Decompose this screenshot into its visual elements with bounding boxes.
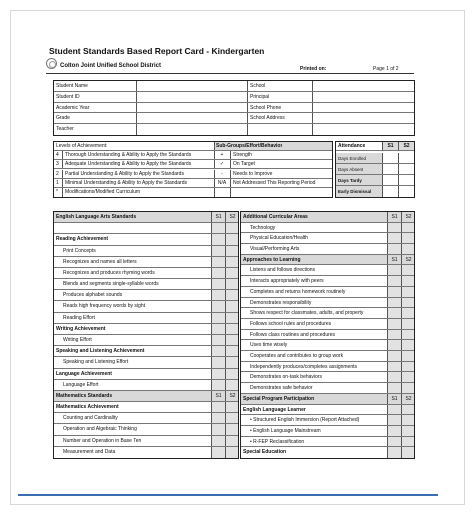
- table-row: [54, 279, 238, 290]
- levels-row: [54, 151, 332, 160]
- info-label-right: School: [250, 83, 266, 89]
- divider: [225, 413, 226, 423]
- info-row: [54, 113, 414, 124]
- subgroup-symbol: ✓: [219, 161, 225, 168]
- s1-column-header: S1: [215, 392, 222, 399]
- divider: [136, 103, 137, 113]
- s2-column-header: S2: [405, 214, 412, 220]
- divider: [62, 179, 63, 187]
- table-row: [241, 276, 414, 287]
- info-label-right: Principal: [250, 93, 270, 100]
- row-label: Physical Education/Health: [250, 235, 309, 242]
- divider: [401, 362, 402, 372]
- divider: [387, 426, 388, 436]
- divider: [214, 142, 215, 150]
- table-row: [54, 357, 238, 368]
- table-row: [241, 330, 414, 341]
- table-row: [54, 234, 238, 245]
- divider: [211, 413, 212, 423]
- levels-row: [54, 179, 332, 188]
- divider: [387, 372, 388, 382]
- level-description: Thorough Understanding & Ability to Apply the Standards: [65, 152, 192, 159]
- table-row: [241, 233, 414, 244]
- divider: [398, 153, 399, 163]
- divider: [382, 175, 383, 185]
- header-rule: [46, 73, 414, 74]
- divider: [398, 175, 399, 185]
- divider: [401, 351, 402, 361]
- divider: [136, 113, 137, 123]
- divider: [382, 186, 383, 197]
- divider: [225, 380, 226, 390]
- row-label: Additional Curricular Areas: [243, 214, 308, 220]
- divider: [225, 290, 226, 300]
- divider: [247, 113, 248, 123]
- table-row: [54, 335, 238, 346]
- attendance-s2-header: S2: [403, 143, 410, 149]
- divider: [401, 330, 402, 340]
- row-label: Demonstrates on-task behaviors: [250, 374, 322, 381]
- divider: [211, 279, 212, 289]
- row-label: Reads high frequency words by sight: [63, 303, 145, 310]
- divider: [387, 233, 388, 243]
- row-label: Demonstrates responsibility: [250, 299, 312, 306]
- attendance-header: Attendance: [338, 143, 366, 149]
- levels-header: Levels of Achievement:: [56, 143, 108, 149]
- district-seal-icon: [46, 58, 57, 69]
- divider: [387, 340, 388, 350]
- subgroup-symbol: -: [221, 170, 223, 177]
- row-label: Speaking and Listening Effort: [63, 359, 129, 366]
- divider: [230, 179, 231, 187]
- row-label: Counting and Cardinality: [63, 415, 118, 422]
- divider: [247, 103, 248, 113]
- table-row: [241, 340, 414, 351]
- divider: [225, 223, 226, 233]
- divider: [225, 335, 226, 345]
- info-row: [54, 81, 414, 92]
- table-row: [241, 255, 414, 266]
- table-row: [54, 380, 238, 391]
- subgroups-header: Sub-Groups/Effort/Behavior: [216, 143, 283, 149]
- divider: [136, 92, 137, 102]
- table-row: [54, 268, 238, 279]
- table-row: [54, 447, 238, 458]
- info-label-right: School Phone: [250, 104, 282, 111]
- row-label: Visual/Performing Arts: [250, 246, 300, 253]
- divider: [230, 188, 231, 197]
- divider: [401, 319, 402, 329]
- divider: [211, 324, 212, 334]
- divider: [225, 402, 226, 412]
- table-row: [241, 372, 414, 383]
- divider: [401, 308, 402, 318]
- row-label: [56, 223, 203, 233]
- attendance-row: [336, 186, 414, 197]
- divider: [401, 244, 402, 254]
- divider: [247, 124, 248, 135]
- divider: [230, 151, 231, 159]
- table-row: [241, 383, 414, 394]
- divider: [401, 372, 402, 382]
- report-title: Student Standards Based Report Card - Kindergarten: [49, 46, 265, 56]
- ela-math-standards-table: [53, 211, 239, 459]
- s2-column-header: S2: [229, 214, 236, 220]
- table-row: [54, 246, 238, 257]
- info-row: [54, 124, 414, 135]
- row-label: Mathematics Standards: [56, 392, 113, 399]
- table-row: [241, 244, 414, 255]
- table-row: [54, 369, 238, 380]
- table-row: [54, 413, 238, 424]
- table-header-row: [54, 212, 238, 223]
- row-label: Recognizes and names all letters: [63, 258, 137, 265]
- divider: [211, 223, 212, 233]
- level-description: Adequate Understanding & Ability to Apply the Standards: [65, 161, 192, 168]
- row-label: Speaking and Listening Achievement: [56, 348, 145, 355]
- table-row: [54, 301, 238, 312]
- table-row: [241, 437, 414, 448]
- table-row: [241, 351, 414, 362]
- divider: [211, 246, 212, 256]
- divider: [382, 164, 383, 174]
- subgroup-description: On Target: [233, 161, 255, 168]
- subgroup-symbol: +: [220, 152, 224, 159]
- levels-row: [54, 188, 332, 197]
- row-label: Completes and returns homework routinely: [250, 288, 346, 295]
- table-row: [241, 394, 414, 405]
- printed-on-label: Printed on:: [300, 66, 327, 72]
- row-label: Special Education: [243, 449, 287, 456]
- subgroup-description: Needs to Improve: [233, 170, 273, 177]
- row-label: Shows respect for classmates, adults, and property: [250, 310, 364, 317]
- divider: [401, 437, 402, 447]
- table-row: [54, 223, 238, 234]
- table-row: [241, 405, 414, 416]
- level-number: 2: [56, 170, 59, 177]
- divider: [211, 357, 212, 367]
- divider: [62, 160, 63, 168]
- divider: [230, 160, 231, 168]
- row-label: Measurement and Data: [63, 448, 116, 455]
- divider: [225, 246, 226, 256]
- levels-header-row: [54, 142, 332, 151]
- bottom-rule: [18, 494, 438, 496]
- attendance-row: [336, 175, 414, 186]
- info-row: [54, 103, 414, 114]
- divider: [401, 233, 402, 243]
- table-row: [241, 308, 414, 319]
- level-description: Minimal Understanding & Ability to Apply the Standards: [65, 179, 188, 186]
- divider: [211, 447, 212, 458]
- divider: [387, 276, 388, 286]
- divider: [387, 223, 388, 233]
- info-label-left: Student Name: [56, 83, 88, 89]
- divider: [387, 265, 388, 275]
- divider: [211, 380, 212, 390]
- info-label-right: [250, 124, 310, 135]
- row-label: Mathematics Achievement: [56, 404, 119, 411]
- table-row: [54, 402, 238, 413]
- divider: [312, 113, 313, 123]
- info-label-left: Teacher: [56, 126, 74, 133]
- row-label: Reading Effort: [63, 314, 95, 321]
- divider: [211, 268, 212, 278]
- divider: [312, 103, 313, 113]
- attendance-s1-header: S1: [387, 143, 394, 149]
- row-label: Cooperates and contributes to group work: [250, 353, 344, 360]
- divider: [62, 188, 63, 197]
- divider: [398, 164, 399, 174]
- divider: [225, 301, 226, 311]
- attendance-label: Days Tardy: [338, 178, 362, 183]
- row-label: Technology: [250, 224, 276, 231]
- attendance-label: Days Absent: [338, 167, 364, 172]
- levels-of-achievement-table: [53, 141, 333, 198]
- divider: [225, 436, 226, 446]
- divider: [225, 346, 226, 356]
- subgroup-description: Strength: [233, 152, 252, 159]
- divider: [387, 287, 388, 297]
- divider: [401, 383, 402, 393]
- divider: [225, 357, 226, 367]
- row-label: Print Concepts: [63, 247, 96, 254]
- divider: [247, 92, 248, 102]
- table-row: [241, 426, 414, 437]
- row-label: Interacts appropriately with peers: [250, 278, 324, 285]
- divider: [382, 153, 383, 163]
- attendance-row: [336, 153, 414, 164]
- divider: [211, 313, 212, 323]
- divider: [211, 424, 212, 434]
- level-number: 1: [56, 179, 59, 186]
- levels-row: [54, 170, 332, 179]
- table-row: [241, 362, 414, 373]
- divider: [387, 362, 388, 372]
- divider: [211, 346, 212, 356]
- s2-column-header: S2: [405, 395, 412, 402]
- divider: [387, 351, 388, 361]
- row-label: Language Achievement: [56, 370, 112, 377]
- divider: [211, 335, 212, 345]
- row-label: • English Language Mainstream: [250, 427, 321, 434]
- divider: [225, 268, 226, 278]
- info-label-left: Academic Year: [56, 104, 90, 111]
- district-name: Colton Joint Unified School District: [60, 63, 161, 69]
- table-row: [241, 265, 414, 276]
- s1-column-header: S1: [215, 214, 222, 220]
- divider: [401, 265, 402, 275]
- s2-column-header: S2: [405, 256, 412, 263]
- divider: [401, 405, 402, 415]
- divider: [387, 383, 388, 393]
- table-row: [54, 290, 238, 301]
- divider: [230, 170, 231, 178]
- level-description: Modifications/Modified Curriculum: [65, 188, 141, 195]
- divider: [401, 287, 402, 297]
- s1-column-header: S1: [391, 395, 398, 402]
- divider: [136, 81, 137, 91]
- divider: [211, 301, 212, 311]
- level-number: 3: [56, 161, 59, 168]
- divider: [312, 124, 313, 135]
- divider: [211, 369, 212, 379]
- table-row: [54, 257, 238, 268]
- divider: [225, 234, 226, 244]
- row-label: Demonstrates safe behavior: [250, 385, 313, 392]
- row-label: Produces alphabet sounds: [63, 292, 123, 299]
- row-label: Recognizes and produces rhyming words: [63, 269, 155, 276]
- divider: [136, 124, 137, 135]
- divider: [387, 405, 388, 415]
- table-row: [54, 313, 238, 324]
- subgroup-symbol: [215, 188, 229, 197]
- divider: [211, 436, 212, 446]
- divider: [387, 447, 388, 458]
- divider: [225, 257, 226, 267]
- table-row: [241, 447, 414, 458]
- divider: [211, 234, 212, 244]
- attendance-row: [336, 164, 414, 175]
- table-row: [54, 324, 238, 335]
- additional-curricular-table: [240, 211, 415, 459]
- row-label: Follows class routines and procedures: [250, 331, 336, 338]
- row-label: English Language Learner: [243, 406, 306, 413]
- table-row: [54, 424, 238, 435]
- attendance-label: Days Enrolled: [338, 156, 367, 161]
- divider: [225, 279, 226, 289]
- divider: [401, 426, 402, 436]
- row-label: Number and Operation in Base Ten: [63, 437, 142, 444]
- page-number: Page 1 of 2: [373, 66, 399, 72]
- divider: [398, 186, 399, 197]
- student-info-table: [53, 80, 415, 136]
- level-description: Partial Understanding & Ability to Apply the Standards: [65, 170, 184, 177]
- divider: [387, 415, 388, 425]
- divider: [387, 319, 388, 329]
- row-label: Reading Achievement: [56, 236, 109, 243]
- table-row: [241, 223, 414, 234]
- divider: [401, 298, 402, 308]
- row-label: Blends and segments single-syllable words: [63, 281, 159, 288]
- subgroup-symbol: N/A: [217, 179, 227, 186]
- divider: [401, 276, 402, 286]
- row-label: Language Effort: [63, 381, 99, 388]
- divider: [225, 324, 226, 334]
- divider: [387, 437, 388, 447]
- divider: [225, 369, 226, 379]
- info-label-left: Student ID: [56, 93, 80, 100]
- divider: [211, 290, 212, 300]
- row-label: Uses time wisely: [250, 342, 288, 349]
- divider: [401, 415, 402, 425]
- table-row: [241, 298, 414, 309]
- row-label: • Structured English Immersion (Report Attached): [250, 417, 360, 424]
- subgroup-description: [233, 188, 333, 197]
- divider: [225, 447, 226, 458]
- divider: [387, 330, 388, 340]
- divider: [247, 81, 248, 91]
- divider: [387, 308, 388, 318]
- divider: [387, 244, 388, 254]
- table-row: [54, 436, 238, 447]
- attendance-header-row: [336, 142, 414, 151]
- divider: [312, 81, 313, 91]
- info-label-left: Grade: [56, 115, 70, 122]
- row-label: Writing Effort: [63, 337, 92, 343]
- row-label: Follows school rules and procedures: [250, 320, 332, 327]
- table-row: [54, 346, 238, 357]
- level-number: *: [56, 188, 58, 195]
- row-label: Independently produces/completes assignments: [250, 363, 358, 370]
- attendance-table: [335, 141, 415, 198]
- level-number: 4: [56, 152, 59, 159]
- row-label: Writing Achievement: [56, 325, 106, 332]
- divider: [211, 257, 212, 267]
- divider: [225, 313, 226, 323]
- table-header-row: [241, 212, 414, 223]
- divider: [225, 424, 226, 434]
- s1-column-header: S1: [391, 256, 398, 263]
- divider: [401, 447, 402, 458]
- s1-column-header: S1: [391, 214, 398, 220]
- row-label: Operation and Algebraic Thinking: [63, 426, 137, 433]
- subgroup-description: Not Addressed This Reporting Period: [233, 179, 316, 186]
- divider: [312, 92, 313, 102]
- row-label: Special Program Participation: [243, 395, 315, 402]
- table-row: [54, 391, 238, 402]
- divider: [401, 223, 402, 233]
- row-label: Listens and follows directions: [250, 267, 316, 274]
- attendance-label: Early Dismissal: [338, 189, 372, 194]
- divider: [211, 402, 212, 412]
- row-label: English Language Arts Standards: [56, 214, 137, 220]
- s2-column-header: S2: [229, 392, 236, 399]
- divider: [62, 170, 63, 178]
- row-label: • R-FEP Reclassification: [250, 438, 305, 445]
- row-label: Approaches to Learning: [243, 256, 301, 263]
- table-row: [241, 415, 414, 426]
- table-row: [241, 319, 414, 330]
- info-label-right: School Address: [250, 115, 285, 122]
- divider: [401, 340, 402, 350]
- divider: [387, 298, 388, 308]
- divider: [62, 151, 63, 159]
- levels-row: [54, 160, 332, 169]
- info-row: [54, 92, 414, 103]
- table-row: [241, 287, 414, 298]
